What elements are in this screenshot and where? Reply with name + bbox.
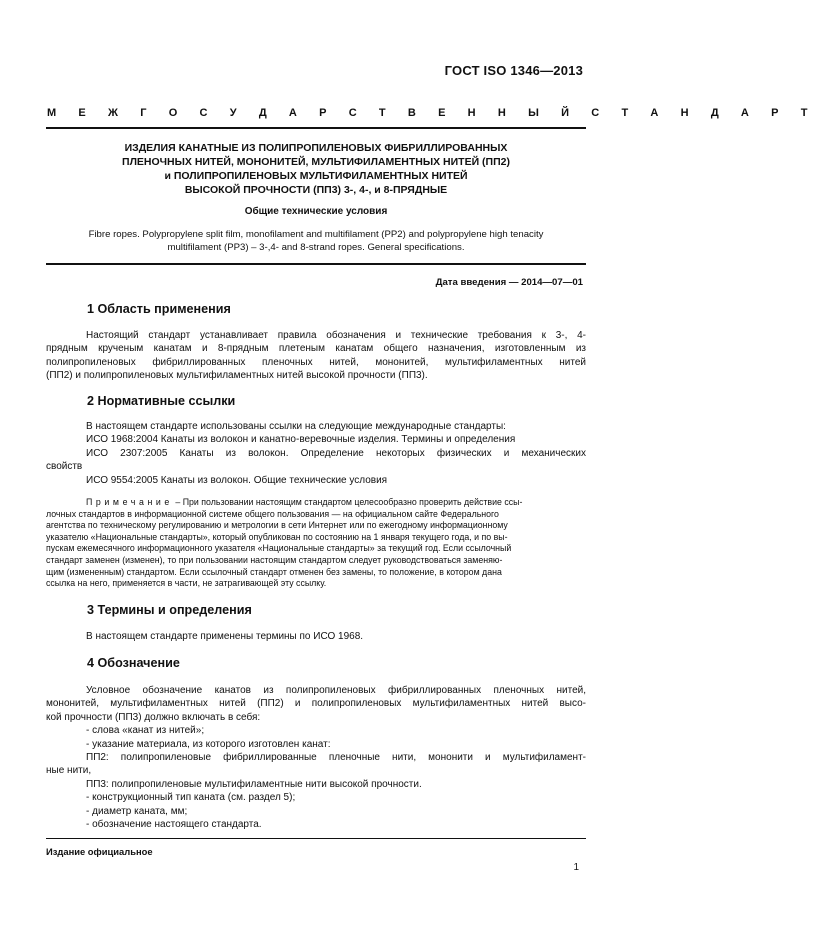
note-text: – При пользовании настоящим стандартом целесообразно проверить действие ссы- — [172, 497, 523, 507]
title-line: ВЫСОКОЙ ПРОЧНОСТИ (ПП3) 3-, 4-, и 8-ПРЯДНЫЕ — [184, 184, 448, 196]
list-item: - обозначение настоящего стандарта. — [86, 819, 262, 831]
note-line: щим (измененным) стандартом. Если ссылочный стандарт отменен без замены, то положение, в котором дана — [46, 566, 502, 577]
text-line: ИСО 9554:2005 Канаты из волокон. Общие технические условия — [86, 474, 388, 486]
english-title-line: multifilament (PP3) – 3-,4- and 8-strand ropes. General specifications. — [167, 241, 465, 253]
english-title-line: Fibre ropes. Polypropylene split film, monofilament and multifilament (PP2) and polypropylene high tenacity — [88, 229, 544, 240]
introduction-date: Дата введения — 2014—07—01 — [435, 277, 583, 288]
text-line: кой прочности (ПП3) должно включать в себя: — [46, 711, 261, 723]
note-line: указателю «Национальные стандарты», который опубликован по состоянию на 1 января текущего года, и по вы- — [46, 531, 508, 542]
section-2-text — [46, 420, 586, 487]
section-1-heading: 1 Область применения — [87, 302, 231, 316]
list-item: - указание материала, из которого изготовлен канат: — [86, 738, 331, 750]
note-label: Примечание — [86, 497, 173, 507]
page-number: 1 — [573, 862, 579, 873]
standard-code: ГОСТ ISO 1346—2013 — [444, 63, 583, 78]
text-line: В настоящем стандарте применены термины по ИСО 1968. — [86, 631, 364, 642]
note-line: стандарт заменен (изменен), то при пользовании настоящим стандартом следует руководствоваться заменяю- — [46, 554, 503, 565]
title-line: ИЗДЕЛИЯ КАНАТНЫЕ ИЗ ПОЛИПРОПИЛЕНОВЫХ ФИБРИЛЛИРОВАННЫХ — [124, 142, 508, 154]
title-bottom-rule — [46, 263, 586, 265]
text-line: прядным крученым канатам и 8-прядным плетеным канатам общего назначения, изготовленным из — [46, 343, 586, 355]
document-title — [46, 141, 586, 197]
title-line: и ПОЛИПРОПИЛЕНОВЫХ МУЛЬТИФИЛАМЕНТНЫХ НИТЕЙ — [164, 170, 468, 182]
list-item: - диаметр каната, мм; — [86, 805, 188, 817]
footer-rule — [46, 838, 586, 839]
text-line: мононитей, мультифиламентных нитей (ПП2) и полипропиленовых мультифиламентных нитей высо- — [46, 698, 586, 710]
text-line: ИСО 2307:2005 Канаты из волокон. Определение некоторых физических и механических — [86, 447, 586, 459]
text-line: (ПП2) и полипропиленовых мультифиламентных нитей высокой прочности (ПП3). — [46, 370, 428, 382]
note-block — [46, 497, 586, 590]
edition-label: Издание официальное — [46, 846, 153, 857]
text-line: свойств — [46, 461, 83, 473]
note-line: агентства по техническому регулированию и метрологии в сети Интернет или по ежегодному информационному — [46, 520, 508, 531]
note-line: лочных стандартов в информационной системе общего пользования — на официальном сайте Федерального — [46, 508, 499, 519]
list-item: ПП3: полипропиленовые мультифиламентные нити высокой прочности. — [86, 778, 422, 790]
section-2-heading: 2 Нормативные ссылки — [87, 394, 236, 408]
top-rule — [46, 127, 586, 129]
section-3-text — [46, 630, 586, 643]
text-line: В настоящем стандарте использованы ссылки на следующие международные стандарты: — [86, 421, 506, 432]
title-line: ПЛЕНОЧНЫХ НИТЕЙ, МОНОНИТЕЙ, МУЛЬТИФИЛАМЕНТНЫХ НИТЕЙ (ПП2) — [122, 156, 510, 168]
section-4-heading: 4 Обозначение — [87, 656, 180, 670]
note-line — [46, 497, 586, 509]
document-subtitle: Общие технические условия — [244, 206, 388, 217]
note-line: ссылка на него, применяется в части, не затрагивающей эту ссылку. — [46, 578, 327, 589]
english-title — [60, 229, 572, 254]
text-line: ИСО 1968:2004 Канаты из волокон и канатно-веревочные изделия. Термины и определения — [86, 434, 516, 446]
text-line: Условное обозначение канатов из полипропиленовых фибриллированных пленочных нитей, — [86, 685, 586, 696]
text-line: полипропиленовых фибриллированных пленочных нитей, мононитей, мультифиламентных нитей — [46, 356, 586, 368]
text-line: ные нити, — [46, 765, 92, 777]
section-1-text — [46, 329, 586, 383]
list-item: - конструкционный тип каната (см. раздел 5); — [86, 792, 296, 804]
note-line: пускам ежемесячного информационного указателя «Национальные стандарты» за текущий год. Если ссылочный — [46, 543, 512, 554]
section-4-text — [46, 684, 586, 831]
list-item: - слова «канат из нитей»; — [86, 725, 205, 737]
section-3-heading: 3 Термины и определения — [87, 603, 252, 617]
text-line: Настоящий стандарт устанавливает правила обозначения и технические требования к 3-, 4- — [86, 330, 586, 341]
interstate-standard-banner: М Е Ж Г О С У Д А Р С Т В Е Н Н Ы Й С Т А Н Д А Р Т — [47, 107, 817, 119]
list-item: ПП2: полипропиленовые фибриллированные пленочные нити, мононити и мультифиламент- — [86, 752, 586, 764]
